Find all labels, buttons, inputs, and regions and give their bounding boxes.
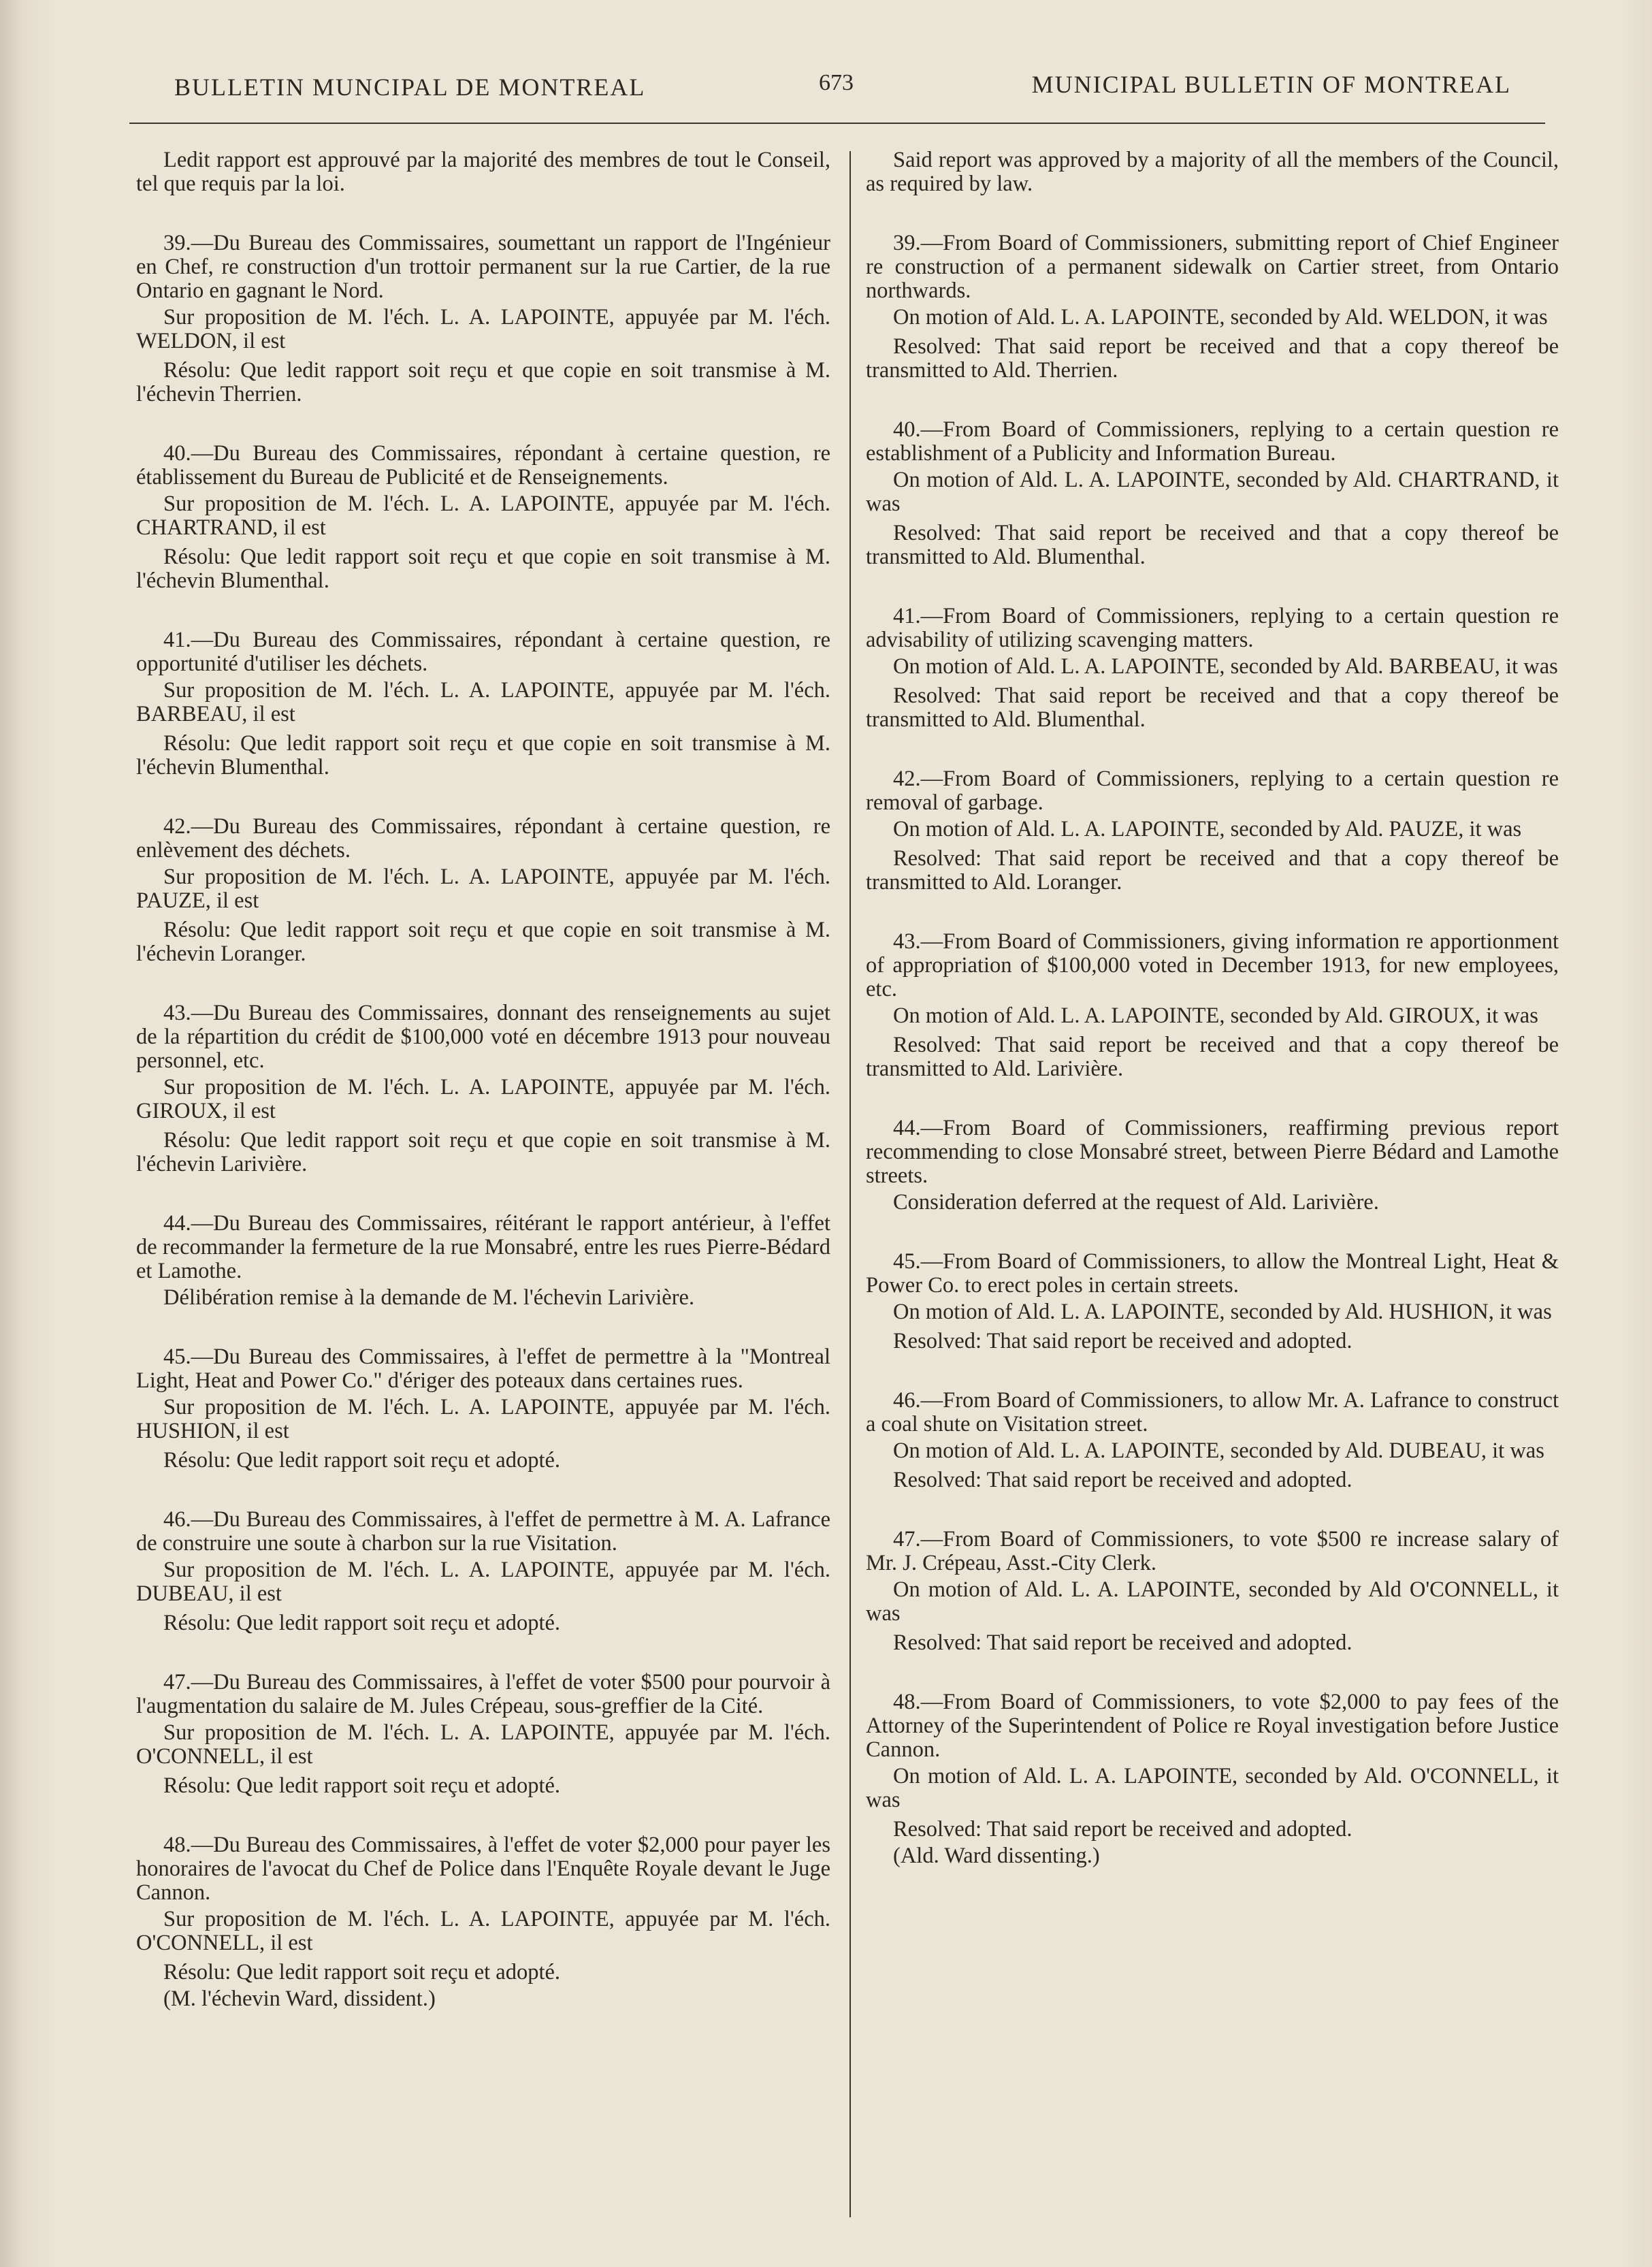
item-motion: Sur proposition de M. l'éch. L. A. LAPOINTE, appuyée par M. l'éch. PAUZE, il est (136, 865, 830, 913)
item-resolution: Resolved: That said report be received and that a copy thereof be transmitted to Ald. Therrien. (866, 334, 1559, 383)
item-heading: 42.—Du Bureau des Commissaires, répondant à certaine question, re enlèvement des déchets. (136, 814, 830, 863)
item-dissent-note: (Ald. Ward dissenting.) (893, 1844, 1100, 1868)
item-resolution: Résolu: Que ledit rapport soit reçu et adopté. (163, 1448, 561, 1473)
item-resolution: Resolved: That said report be received and that a copy thereof be transmitted to Ald. Larivière. (866, 1033, 1559, 1081)
item-heading: 40.—From Board of Commissioners, replying to a certain question re establishment of a Publicity and Information Bureau. (866, 417, 1559, 466)
item-heading: 44.—From Board of Commissioners, reaffirming previous report recommending to close Monsabré street, between Pierre Bédard and Lamothe streets. (866, 1116, 1559, 1188)
english-intro: Said report was approved by a majority of all the members of the Council, as required by law. (866, 148, 1559, 196)
item-heading: 43.—From Board of Commissioners, giving information re apportionment of appropriation of $100,000 voted in December 1913, for new employees, etc. (866, 929, 1559, 1001)
item-motion: Sur proposition de M. l'éch. L. A. LAPOINTE, appuyée par M. l'éch. DUBEAU, il est (136, 1558, 830, 1606)
item-resolution: Resolved: That said report be received and that a copy thereof be transmitted to Ald. Blumenthal. (866, 521, 1559, 569)
item-deferral: Consideration deferred at the request of Ald. Larivière. (893, 1190, 1379, 1215)
item-heading: 44.—Du Bureau des Commissaires, réitérant le rapport antérieur, à l'effet de recommander la fermeture de la rue Monsabré, entre les rues Pierre-Bédard et Lamothe. (136, 1211, 830, 1283)
item-motion: Sur proposition de M. l'éch. L. A. LAPOINTE, appuyée par M. l'éch. GIROUX, il est (136, 1075, 830, 1123)
french-item-40 (136, 442, 830, 593)
item-heading: 48.—Du Bureau des Commissaires, à l'effet de voter $2,000 pour payer les honoraires de l'avocat du Chef de Police dans l'Enquête Royale devant le Juge Cannon. (136, 1833, 830, 1905)
french-item-43 (136, 1001, 830, 1176)
english-item-44 (866, 1116, 1559, 1215)
header-rule (129, 123, 1545, 124)
header-title-english: MUNICIPAL BULLETIN OF MONTREAL (1031, 71, 1511, 98)
item-motion: On motion of Ald. L. A. LAPOINTE, seconded by Ald. HUSHION, it was (893, 1300, 1552, 1324)
item-heading: 41.—Du Bureau des Commissaires, répondant à certaine question, re opportunité d'utiliser les déchets. (136, 628, 830, 676)
item-resolution: Resolved: That said report be received and adopted. (893, 1329, 1353, 1353)
french-intro: Ledit rapport est approuvé par la majorité des membres de tout le Conseil, tel que requis par la loi. (136, 148, 830, 196)
item-heading: 39.—Du Bureau des Commissaires, soumettant un rapport de l'Ingénieur en Chef, re construction d'un trottoir permanent sur la rue Cartier, de la rue Ontario en gagnant le Nord. (136, 231, 830, 303)
english-item-46 (866, 1389, 1559, 1492)
item-heading: 43.—Du Bureau des Commissaires, donnant des renseignements au sujet de la répartition du crédit de $100,000 voté en décembre 1913 pour nouveau personnel, etc. (136, 1001, 830, 1073)
french-item-42 (136, 815, 830, 966)
column-divider (849, 151, 851, 2217)
item-resolution: Résolu: Que ledit rapport soit reçu et que copie en soit transmise à M. l'échevin Loranger. (136, 918, 830, 966)
page-header (170, 65, 1511, 106)
item-resolution: Resolved: That said report be received and adopted. (893, 1817, 1353, 1842)
item-dissent-note: (M. l'échevin Ward, dissident.) (163, 1987, 436, 2011)
english-item-45 (866, 1250, 1559, 1353)
item-motion: Sur proposition de M. l'éch. L. A. LAPOINTE, appuyée par M. l'éch. HUSHION, il est (136, 1395, 830, 1443)
english-item-47 (866, 1528, 1559, 1655)
item-motion: On motion of Ald. L. A. LAPOINTE, seconded by Ald. BARBEAU, it was (893, 654, 1558, 679)
item-motion: On motion of Ald. L. A. LAPOINTE, seconded by Ald. CHARTRAND, it was (866, 468, 1559, 516)
english-item-41 (866, 605, 1559, 732)
english-item-40 (866, 418, 1559, 569)
item-motion: Sur proposition de M. l'éch. L. A. LAPOINTE, appuyée par M. l'éch. WELDON, il est (136, 305, 830, 353)
item-resolution: Résolu: Que ledit rapport soit reçu et que copie en soit transmise à M. l'échevin Blumenthal. (136, 731, 830, 779)
item-resolution: Résolu: Que ledit rapport soit reçu et que copie en soit transmise à M. l'échevin Blumenthal. (136, 545, 830, 593)
item-heading: 46.—From Board of Commissioners, to allow Mr. A. Lafrance to construct a coal shute on Visitation street. (866, 1388, 1559, 1436)
item-heading: 46.—Du Bureau des Commissaires, à l'effet de permettre à M. A. Lafrance de construire une soute à charbon sur la rue Visitation. (136, 1507, 830, 1556)
page-number: 673 (819, 70, 854, 95)
item-heading: 45.—From Board of Commissioners, to allow the Montreal Light, Heat & Power Co. to erect poles in certain streets. (866, 1249, 1559, 1298)
item-motion: On motion of Ald. L. A. LAPOINTE, seconded by Ald O'CONNELL, it was (866, 1577, 1559, 1626)
item-heading: 47.—Du Bureau des Commissaires, à l'effet de voter $500 pour pourvoir à l'augmentation du salaire de M. Jules Crépeau, sous-greffier de la Cité. (136, 1670, 830, 1718)
french-item-41 (136, 628, 830, 779)
item-heading: 42.—From Board of Commissioners, replying to a certain question re removal of garbage. (866, 767, 1559, 815)
item-resolution: Résolu: Que ledit rapport soit reçu et que copie en soit transmise à M. l'échevin Therrien. (136, 358, 830, 406)
item-heading: 45.—Du Bureau des Commissaires, à l'effet de permettre à la "Montreal Light, Heat and Power Co." d'ériger des poteaux dans certaines rues. (136, 1345, 830, 1393)
french-item-45 (136, 1345, 830, 1473)
item-motion: On motion of Ald. L. A. LAPOINTE, seconded by Ald. O'CONNELL, it was (866, 1764, 1559, 1812)
item-resolution: Résolu: Que ledit rapport soit reçu et adopté. (163, 1773, 561, 1798)
item-motion: On motion of Ald. L. A. LAPOINTE, seconded by Ald. PAUZE, it was (893, 817, 1522, 841)
item-motion: On motion of Ald. L. A. LAPOINTE, seconded by Ald. DUBEAU, it was (893, 1438, 1544, 1463)
item-resolution: Résolu: Que ledit rapport soit reçu et adopté. (163, 1960, 561, 1984)
item-resolution: Resolved: That said report be received and adopted. (893, 1468, 1353, 1492)
item-heading: 40.—Du Bureau des Commissaires, répondant à certaine question, re établissement du Bureau de Publicité et de Renseignements. (136, 441, 830, 489)
french-item-48 (136, 1833, 830, 2011)
item-resolution: Resolved: That said report be received and that a copy thereof be transmitted to Ald. Loranger. (866, 846, 1559, 895)
english-column (866, 148, 1559, 1868)
french-item-47 (136, 1671, 830, 1798)
item-deferral: Délibération remise à la demande de M. l'échevin Larivière. (163, 1285, 695, 1310)
item-resolution: Résolu: Que ledit rapport soit reçu et adopté. (163, 1611, 561, 1635)
french-item-39 (136, 231, 830, 406)
item-heading: 47.—From Board of Commissioners, to vote $500 re increase salary of Mr. J. Crépeau, Asst.-City Clerk. (866, 1527, 1559, 1575)
item-heading: 48.—From Board of Commissioners, to vote $2,000 to pay fees of the Attorney of the Superintendent of Police re Royal investigation before Justice Cannon. (866, 1690, 1559, 1762)
english-item-43 (866, 930, 1559, 1081)
header-title-french: BULLETIN MUNCIPAL DE MONTREAL (174, 74, 646, 101)
item-motion: On motion of Ald. L. A. LAPOINTE, seconded by Ald. WELDON, it was (893, 305, 1548, 329)
english-item-48 (866, 1690, 1559, 1868)
item-motion: Sur proposition de M. l'éch. L. A. LAPOINTE, appuyée par M. l'éch. CHARTRAND, il est (136, 492, 830, 540)
item-resolution: Resolved: That said report be received and that a copy thereof be transmitted to Ald. Blumenthal. (866, 684, 1559, 732)
item-heading: 39.—From Board of Commissioners, submitting report of Chief Engineer re construction of a permanent sidewalk on Cartier street, from Ontario northwards. (866, 231, 1559, 303)
item-resolution: Résolu: Que ledit rapport soit reçu et que copie en soit transmise à M. l'échevin Larivière. (136, 1128, 830, 1176)
item-motion: On motion of Ald. L. A. LAPOINTE, seconded by Ald. GIROUX, it was (893, 1003, 1538, 1028)
item-resolution: Resolved: That said report be received and adopted. (893, 1630, 1353, 1655)
item-motion: Sur proposition de M. l'éch. L. A. LAPOINTE, appuyée par M. l'éch. BARBEAU, il est (136, 678, 830, 726)
item-motion: Sur proposition de M. l'éch. L. A. LAPOINTE, appuyée par M. l'éch. O'CONNELL, il est (136, 1720, 830, 1769)
item-motion: Sur proposition de M. l'éch. L. A. LAPOINTE, appuyée par M. l'éch. O'CONNELL, il est (136, 1907, 830, 1955)
french-item-46 (136, 1508, 830, 1635)
english-item-39 (866, 231, 1559, 383)
french-column (136, 148, 830, 2011)
french-item-44 (136, 1212, 830, 1310)
english-item-42 (866, 767, 1559, 895)
item-heading: 41.—From Board of Commissioners, replying to a certain question re advisability of utilizing scavenging matters. (866, 604, 1559, 652)
